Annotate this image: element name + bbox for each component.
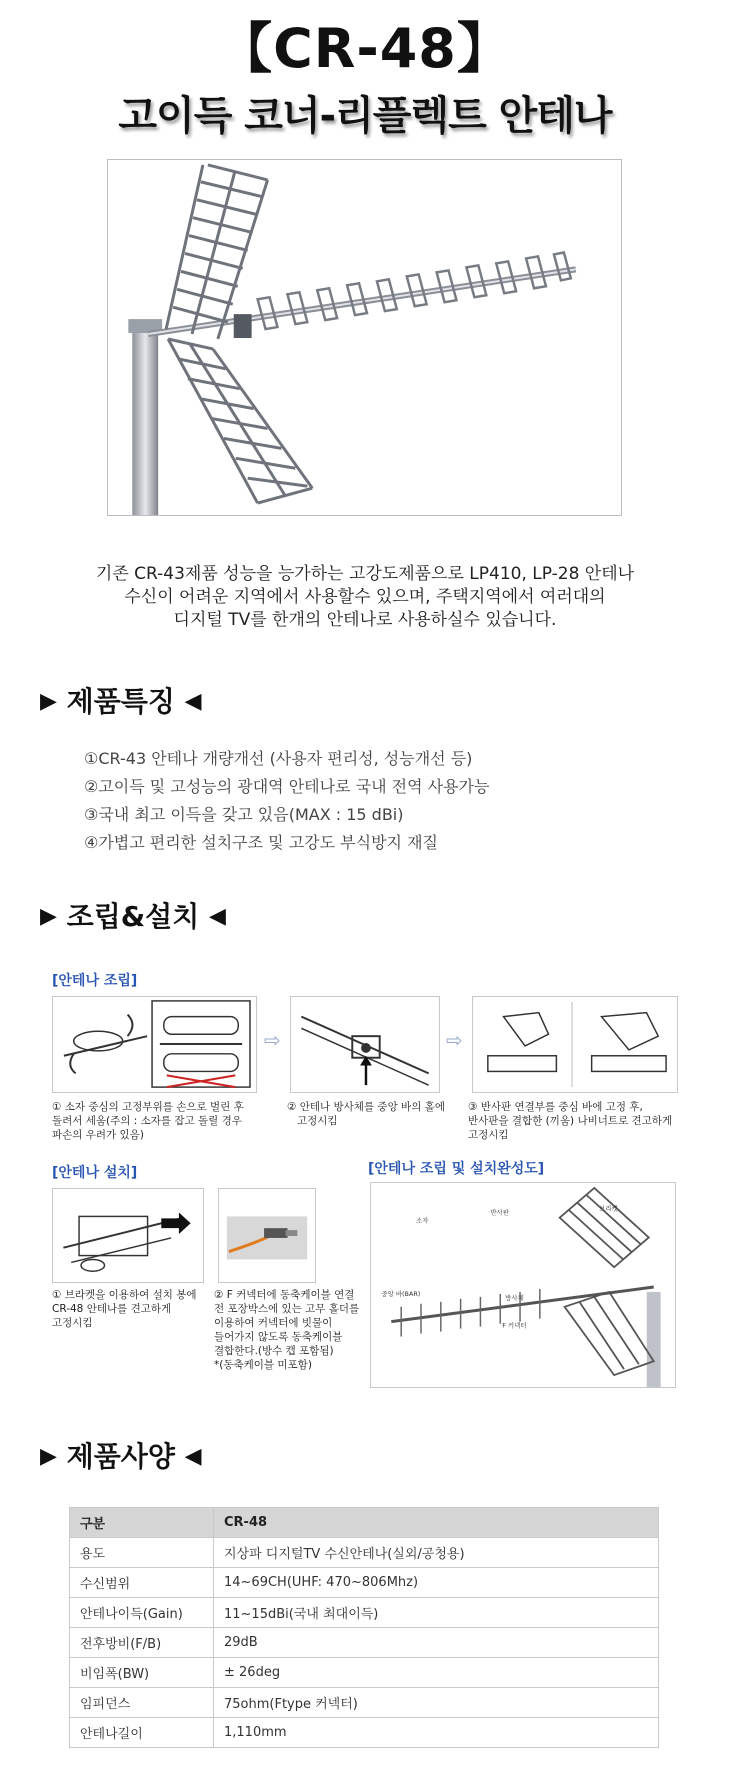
caption-line: 고정시킴 <box>468 1129 509 1141</box>
table-row <box>70 1718 659 1748</box>
caption-line: 고정시킴 <box>297 1115 338 1127</box>
intro-line: 수신이 어려운 지역에서 사용할수 있으며, 주택지역에서 여러대의 <box>124 587 606 607</box>
reverse-triangle-icon: ◀ <box>209 904 226 929</box>
label-radiator: 방사체 <box>505 1293 524 1302</box>
table-row <box>70 1658 659 1688</box>
label-f-connector: F 커넥터 <box>502 1321 527 1330</box>
reverse-triangle-icon: ◀ <box>184 689 202 714</box>
intro-line: 기존 CR-43제품 성능을 능가하는 고강도제품으로 LP410, LP-28 안테나 <box>95 564 635 584</box>
step1-caption <box>52 1100 267 1142</box>
spec-value: 29dB <box>214 1628 659 1658</box>
spec-key: 임피던스 <box>70 1688 214 1718</box>
complete-diagram <box>370 1182 676 1388</box>
antenna-illustration <box>108 160 621 515</box>
caption-line: ① 소자 중심의 고정부위를 손으로 벌린 후 <box>52 1101 244 1113</box>
complete-label: [안테나 조립 및 설치완성도] <box>368 1161 545 1177</box>
caption-line: CR-48 안테나를 견고하게 <box>52 1303 172 1315</box>
reverse-triangle-icon: ◀ <box>184 1444 202 1469</box>
table-row <box>70 1688 659 1718</box>
caption-line: 결합한다.(방수 캡 포함됨) <box>214 1345 334 1357</box>
spec-key: 비임폭(BW) <box>70 1658 214 1688</box>
table-header-row <box>70 1508 659 1538</box>
table-row <box>70 1628 659 1658</box>
step3-caption <box>468 1100 682 1142</box>
caption-line: 전 포장박스에 있는 고무 홀더를 <box>214 1303 360 1315</box>
assemble-label: [안테나 조립] <box>52 973 138 989</box>
install2-image <box>218 1188 316 1283</box>
caption-line: ① 브라켓을 이용하여 설치 봉에 <box>52 1289 197 1301</box>
complete-antenna-illustration <box>371 1183 675 1387</box>
caption-line: 반사판을 결합한 (끼움) 나비너트로 견고하게 <box>468 1115 673 1127</box>
caption-line: ② 안테나 방사체를 중앙 바의 홀에 <box>287 1101 445 1113</box>
step1-image <box>52 996 257 1093</box>
caption-line: 이용하여 커넥터에 빗물이 <box>214 1317 333 1329</box>
spec-value: 11~15dBi(국내 최대이득) <box>214 1598 659 1628</box>
caption-line: ② F 커넥터에 동축케이블 연결 <box>214 1289 355 1301</box>
features-list <box>84 745 684 857</box>
label-element: 소자 <box>416 1216 429 1225</box>
intro-text <box>40 563 690 632</box>
spec-value: 14~69CH(UHF: 470~806Mhz) <box>214 1568 659 1598</box>
feature-item: ③국내 최고 이득을 갖고 있음(MAX : 15 dBi) <box>84 805 404 824</box>
product-subtitle: 고이득 코너-리플렉트 안테나 <box>118 93 612 139</box>
step3-image <box>472 996 678 1093</box>
feature-item: ①CR-43 안테나 개량개선 (사용자 편리성, 성능개선 등) <box>84 749 473 768</box>
label-bracket: 브라켓 <box>599 1204 618 1213</box>
caption-line: 고정시킴 <box>52 1317 93 1329</box>
feature-item: ②고이득 및 고성능의 광대역 안테나로 국내 전역 사용가능 <box>84 777 490 796</box>
install-label: [안테나 설치] <box>52 1165 138 1181</box>
table-header-key: 구분 <box>70 1508 214 1538</box>
install1-caption <box>52 1288 212 1330</box>
assembly-guide <box>50 960 680 1400</box>
play-triangle-icon: ▶ <box>40 689 57 714</box>
caption-line: ③ 반사판 연결부를 중심 바에 고정 후, <box>468 1101 643 1113</box>
caption-line: 들어가지 않도록 동축케이블 <box>214 1331 343 1343</box>
step2-caption <box>287 1100 457 1128</box>
spec-value: 지상파 디지털TV 수신안테나(실외/공청용) <box>214 1538 659 1568</box>
spec-key: 용도 <box>70 1538 214 1568</box>
caption-line: 파손의 우려가 있음) <box>52 1129 144 1141</box>
specs-heading <box>40 1435 202 1475</box>
right-arrow-icon: ⇨ <box>446 1028 463 1052</box>
specs-heading-text: 제품사양 <box>66 1440 175 1473</box>
spec-value: ± 26deg <box>214 1658 659 1688</box>
features-heading-text: 제품특징 <box>66 685 175 718</box>
label-center-bar: 중앙 바(BAR) <box>381 1289 421 1298</box>
model-title: 【CR-48】 <box>218 17 512 80</box>
spec-key: 안테나길이 <box>70 1718 214 1748</box>
table-row <box>70 1538 659 1568</box>
right-arrow-icon: ⇨ <box>264 1028 281 1052</box>
install1-image <box>52 1188 204 1283</box>
assembly-heading <box>40 895 226 935</box>
label-reflector: 반사판 <box>490 1208 509 1217</box>
table-row <box>70 1598 659 1628</box>
spec-value: 1,110mm <box>214 1718 659 1748</box>
install2-caption <box>214 1288 374 1372</box>
spec-key: 수신범위 <box>70 1568 214 1598</box>
features-heading <box>40 680 202 720</box>
product-image <box>107 159 622 516</box>
step2-image <box>290 996 440 1093</box>
spec-value: 75ohm(Ftype 커넥터) <box>214 1688 659 1718</box>
spec-key: 전후방비(F/B) <box>70 1628 214 1658</box>
spec-table <box>69 1507 659 1748</box>
intro-line: 디지털 TV를 한개의 안테나로 사용하실수 있습니다. <box>173 610 557 630</box>
feature-item: ④가볍고 편리한 설치구조 및 고강도 부식방지 재질 <box>84 833 438 852</box>
assembly-heading-text: 조립&설치 <box>66 900 200 933</box>
caption-line: *(동축케이블 미포함) <box>214 1359 312 1371</box>
table-header-value: CR-48 <box>214 1508 659 1538</box>
caption-line: 돌려서 세움(주의 : 소자를 잡고 돌릴 경우 <box>52 1115 242 1127</box>
play-triangle-icon: ▶ <box>40 904 57 929</box>
spec-key: 안테나이득(Gain) <box>70 1598 214 1628</box>
table-row <box>70 1568 659 1598</box>
play-triangle-icon: ▶ <box>40 1444 57 1469</box>
